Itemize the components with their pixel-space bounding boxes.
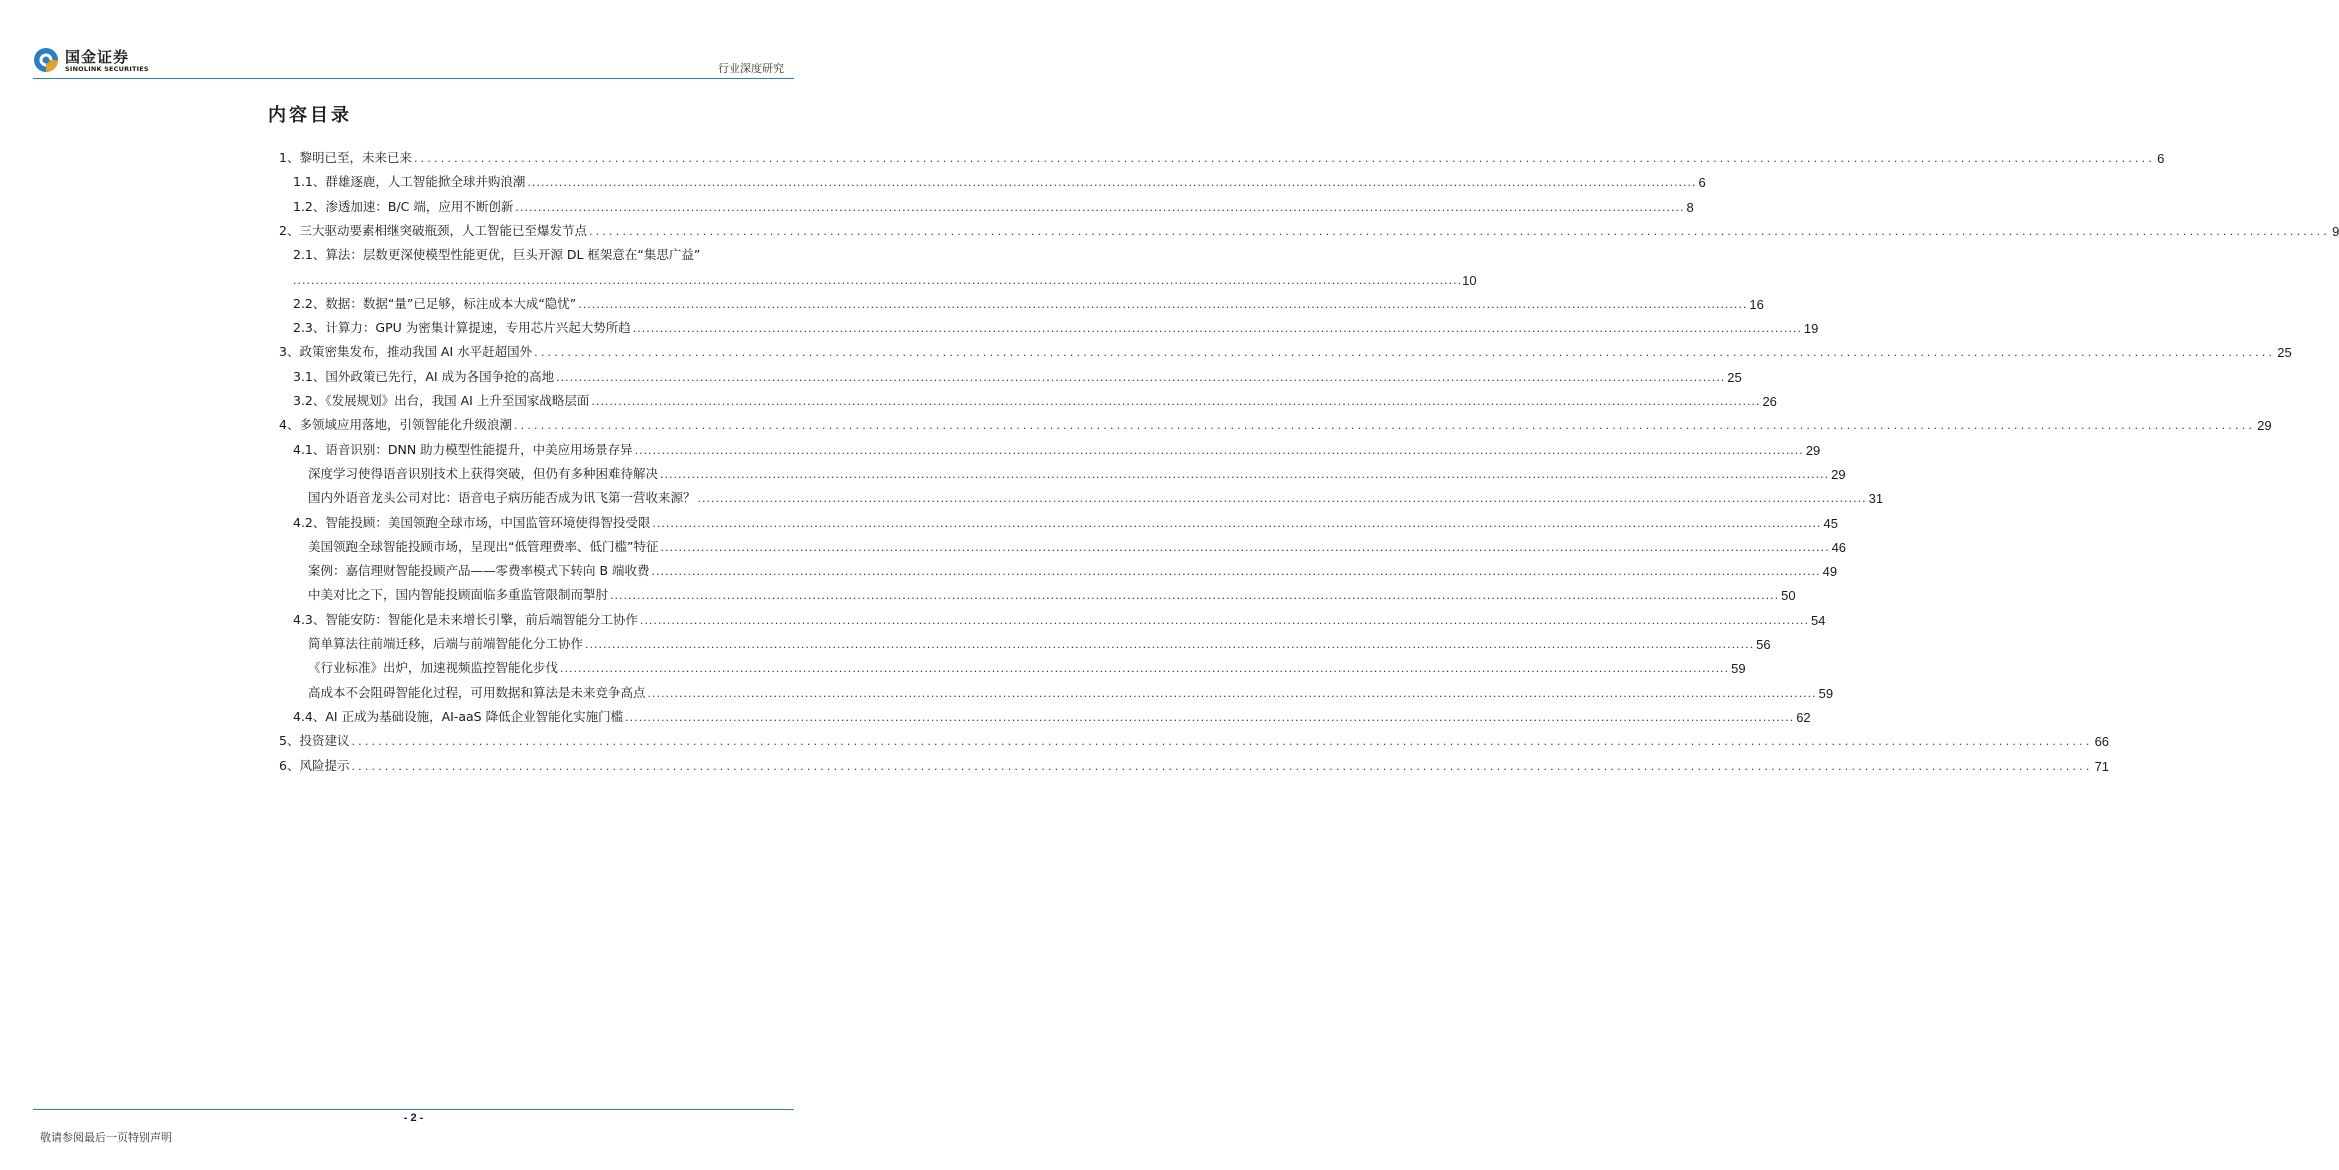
toc-entry[interactable] bbox=[279, 415, 2272, 434]
toc-entry-page: 29 bbox=[1831, 466, 1846, 482]
toc-entry-title: 中美对比之下，国内智能投顾面临多重监管限制而掣肘 bbox=[308, 587, 609, 603]
logo-chinese-name: 国金证券 bbox=[65, 48, 130, 66]
toc-entry[interactable] bbox=[308, 464, 1846, 482]
toc-entry-page: 10 bbox=[1462, 272, 1477, 288]
toc-dot-leader: .................................................................................................................................................................................................................................................................... bbox=[625, 710, 1795, 724]
toc-entry-title: 2.2、数据：数据“量”已足够，标注成本大成“隐忧” bbox=[293, 295, 577, 311]
page-number: - 2 - bbox=[403, 1112, 424, 1124]
toc-entry-title: 4.3、智能安防：智能化是未来增长引擎，前后端智能分工协作 bbox=[293, 611, 638, 627]
toc-entry[interactable] bbox=[308, 658, 1746, 677]
toc-entry-page: 25 bbox=[2277, 345, 2292, 361]
toc-entry[interactable] bbox=[293, 440, 1821, 458]
toc-entry[interactable] bbox=[308, 585, 1796, 604]
toc-dot-leader: .................................................................................................................................................................................................................................................................... bbox=[556, 370, 1726, 384]
toc-dot-leader: .................................................................................................................................................................................................................................................................... bbox=[651, 565, 1821, 579]
toc-entry-title: 6、风险提示 bbox=[279, 757, 350, 773]
report-type-label: 行业深度研究 bbox=[718, 62, 784, 75]
toc-dot-leader: .................................................................................................................................................................................................................................................................... bbox=[652, 516, 1822, 530]
toc-dot-leader: .................................................................................................................................................................................................................................................................... bbox=[578, 297, 1748, 311]
toc-entry-title: 案例：嘉信理财智能投顾产品——零费率模式下转向 B 端收费 bbox=[308, 563, 650, 579]
footer-divider bbox=[33, 1109, 794, 1110]
toc-dot-leader: .................................................................................................................................................................................................................................................................... bbox=[413, 152, 2156, 165]
toc-entry-title: 1、黎明已至，未来已来 bbox=[279, 150, 412, 165]
toc-entry-page: 54 bbox=[1811, 612, 1826, 628]
toc-entry[interactable] bbox=[308, 537, 1847, 555]
toc-entry-page: 19 bbox=[1803, 321, 1819, 337]
toc-entry[interactable] bbox=[308, 561, 1838, 580]
toc-dot-leader: .................................................................................................................................................................................................................................................................... bbox=[585, 638, 1755, 651]
toc-dot-leader: .................................................................................................................................................................................................................................................................... bbox=[639, 613, 1810, 627]
toc-entry-title: 2、三大驱动要素相继突破瓶颈，人工智能已至爆发节点 bbox=[279, 222, 587, 238]
toc-dot-leader: .................................................................................................................................................................................................................................................................... bbox=[632, 322, 1802, 336]
toc-entry[interactable] bbox=[293, 610, 1826, 628]
toc-entry-title: 国内外语音龙头公司对比：语音电子病历能否成为讯飞第一营收来源？ bbox=[308, 490, 696, 506]
toc-entry-page: 6 bbox=[2157, 151, 2165, 166]
toc-entry[interactable] bbox=[293, 294, 1764, 312]
toc-entry-page: 9 bbox=[2332, 223, 2339, 239]
toc-entry[interactable] bbox=[293, 707, 1811, 725]
toc-entry-continuation[interactable] bbox=[293, 270, 1477, 288]
toc-entry[interactable] bbox=[308, 488, 1884, 507]
toc-entry-title: 3、政策密集发布，推动我国 AI 水平赶超国外 bbox=[279, 344, 533, 360]
toc-entry[interactable] bbox=[279, 756, 2110, 774]
toc-entry-page: 59 bbox=[1731, 661, 1746, 677]
toc-dot-leader: .................................................................................................................................................................................................................................................................... bbox=[591, 395, 1761, 408]
toc-entry[interactable] bbox=[293, 318, 1819, 337]
toc-entry-page: 45 bbox=[1823, 515, 1838, 531]
toc-entry[interactable] bbox=[279, 342, 2292, 361]
toc-entry[interactable] bbox=[279, 221, 2339, 239]
toc-entry-page: 29 bbox=[2257, 418, 2272, 434]
toc-dot-leader: .................................................................................................................................................................................................................................................................... bbox=[293, 273, 1463, 287]
toc-entry-title: 美国领跑全球智能投顾市场，呈现出“低管理费率、低门槛”特征 bbox=[308, 538, 659, 554]
toc-entry-title: 2.3、计算力：GPU 为密集计算提速，专用芯片兴起大势所趋 bbox=[293, 320, 631, 336]
toc-entry-title: 高成本不会阻碍智能化过程，可用数据和算法是未来竞争高点 bbox=[308, 684, 646, 700]
toc-entry-page: 8 bbox=[1686, 199, 1694, 215]
toc-dot-leader: .................................................................................................................................................................................................................................................................... bbox=[560, 662, 1730, 676]
toc-entry-page: 59 bbox=[1818, 685, 1834, 701]
toc-entry-page: 26 bbox=[1762, 394, 1777, 409]
toc-dot-leader: .................................................................................................................................................................................................................................................................... bbox=[647, 686, 1817, 700]
toc-entry-page: 46 bbox=[1831, 539, 1847, 555]
toc-dot-leader: .................................................................................................................................................................................................................................................................... bbox=[610, 589, 1780, 603]
toc-dot-leader: .................................................................................................................................................................................................................................................................... bbox=[588, 224, 2331, 238]
toc-entry-title: 5、投资建议 bbox=[279, 733, 350, 749]
toc-entry-page: 66 bbox=[2094, 734, 2110, 750]
toc-entry-title: 简单算法往前端迁移，后端与前端智能化分工协作 bbox=[308, 636, 584, 651]
footer-disclaimer: 敬请参阅最后一页特别声明 bbox=[40, 1131, 172, 1144]
toc-entry-page: 56 bbox=[1756, 637, 1771, 652]
toc-dot-leader: .................................................................................................................................................................................................................................................................... bbox=[660, 540, 1830, 554]
toc-entry[interactable] bbox=[293, 197, 1694, 215]
toc-entry[interactable] bbox=[293, 172, 1706, 191]
toc-entry[interactable] bbox=[308, 683, 1834, 701]
toc-entry-title: 4、多领域应用落地，引领智能化升级浪潮 bbox=[279, 417, 512, 433]
toc-dot-leader: .................................................................................................................................................................................................................................................................... bbox=[351, 735, 2093, 749]
toc-entry-title: 《行业标准》出炉，加速视频监控智能化步伐 bbox=[308, 660, 559, 676]
toc-entry-page: 29 bbox=[1805, 442, 1821, 458]
toc-entry-page: 16 bbox=[1749, 296, 1764, 312]
toc-dot-leader: .................................................................................................................................................................................................................................................................... bbox=[634, 443, 1804, 457]
toc-entry-title: 2.1、算法：层数更深使模型性能更优，巨头开源 DL 框架意在“集思广益” bbox=[293, 247, 701, 263]
toc-dot-leader: .................................................................................................................................................................................................................................................................... bbox=[515, 200, 1685, 214]
toc-title: 内容目录 bbox=[268, 105, 352, 126]
toc-entry[interactable] bbox=[279, 148, 2165, 166]
toc-entry-title: 1.2、渗透加速：B/C 端，应用不断创新 bbox=[293, 198, 514, 214]
toc-entry-title: 深度学习使得语音识别技术上获得突破，但仍有多种困难待解决 bbox=[308, 465, 659, 481]
toc-dot-leader: .................................................................................................................................................................................................................................................................... bbox=[697, 492, 1867, 506]
toc-entry[interactable] bbox=[293, 513, 1838, 531]
toc-entry-page: 49 bbox=[1822, 564, 1838, 580]
toc-entry-page: 31 bbox=[1868, 491, 1884, 507]
toc-entry-page: 25 bbox=[1727, 369, 1742, 385]
toc-dot-leader: .................................................................................................................................................................................................................................................................... bbox=[660, 467, 1830, 481]
toc-entry-title: 4.4、AI 正成为基础设施，AI-aaS 降低企业智能化实施门槛 bbox=[293, 708, 624, 724]
toc-entry-page: 71 bbox=[2094, 758, 2110, 774]
toc-dot-leader: .................................................................................................................................................................................................................................................................... bbox=[351, 759, 2093, 773]
toc-entry-title: 1.1、群雄逐鹿，人工智能掀全球并购浪潮 bbox=[293, 174, 526, 190]
toc-dot-leader: .................................................................................................................................................................................................................................................................... bbox=[534, 346, 2276, 360]
logo-english-name: SINOLINK SECURITIES bbox=[65, 65, 149, 73]
toc-dot-leader: .................................................................................................................................................................................................................................................................... bbox=[527, 176, 1697, 190]
toc-entry[interactable] bbox=[279, 731, 2110, 750]
toc-dot-leader: .................................................................................................................................................................................................................................................................... bbox=[513, 419, 2256, 433]
toc-entry-page: 6 bbox=[1698, 175, 1706, 191]
toc-entry[interactable] bbox=[293, 245, 784, 263]
toc-entry-title: 3.2、《发展规划》出台，我国 AI 上升至国家战略层面 bbox=[293, 393, 590, 408]
toc-entry[interactable] bbox=[293, 367, 1742, 385]
toc-entry-title: 4.1、语音识别：DNN 助力模型性能提升，中美应用场景存异 bbox=[293, 441, 633, 457]
toc-entry[interactable] bbox=[293, 391, 1777, 409]
toc-entry-title: 3.1、国外政策已先行，AI 成为各国争抢的高地 bbox=[293, 368, 555, 384]
toc-entry[interactable] bbox=[308, 634, 1771, 652]
toc-entry-title: 4.2、智能投顾：美国领跑全球市场，中国监管环境使得智投受限 bbox=[293, 514, 651, 530]
toc-entry-page: 50 bbox=[1781, 588, 1796, 604]
toc-entry-page: 62 bbox=[1796, 709, 1811, 725]
